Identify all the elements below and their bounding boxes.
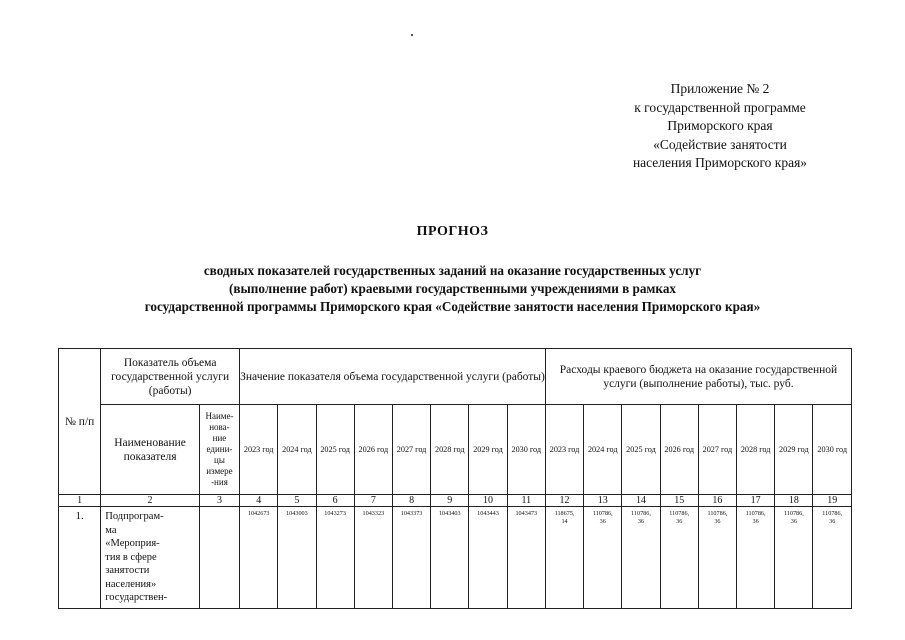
column-number: 9 bbox=[431, 495, 469, 507]
column-number: 12 bbox=[545, 495, 583, 507]
expense-year-header: 2024 год bbox=[584, 405, 622, 495]
expense-year-header: 2030 год bbox=[813, 405, 852, 495]
column-number: 3 bbox=[199, 495, 239, 507]
value-year-header: 2028 год bbox=[431, 405, 469, 495]
column-number: 14 bbox=[622, 495, 660, 507]
column-number: 1 bbox=[59, 495, 101, 507]
column-number: 5 bbox=[278, 495, 316, 507]
row-unit bbox=[199, 507, 239, 609]
column-number: 2 bbox=[101, 495, 200, 507]
value-year-header: 2023 год bbox=[240, 405, 278, 495]
indicator-value-cell: 1043273 bbox=[316, 507, 354, 609]
indicator-value-cell: 1042673 bbox=[240, 507, 278, 609]
column-number: 13 bbox=[584, 495, 622, 507]
appendix-line: «Содействие занятости bbox=[653, 136, 787, 152]
value-year-header: 2029 год bbox=[469, 405, 507, 495]
col-num-header: № п/п bbox=[59, 349, 101, 495]
header-row-years bbox=[59, 405, 852, 495]
value-year-header: 2027 год bbox=[392, 405, 430, 495]
value-year-header: 2024 год bbox=[278, 405, 316, 495]
column-number: 17 bbox=[737, 495, 775, 507]
row-name: Подпрограм- ма «Мероприя- тия в сфере занятости населения» государствен- bbox=[101, 507, 200, 609]
document-title: ПРОГНОЗ bbox=[416, 224, 489, 239]
table-row bbox=[59, 507, 852, 609]
column-number: 8 bbox=[392, 495, 430, 507]
column-number: 11 bbox=[507, 495, 545, 507]
indicator-group-header: Показатель объема государственной услуги (работы) bbox=[101, 349, 240, 405]
expense-value-cell: 110786, 36 bbox=[813, 507, 852, 609]
column-number: 4 bbox=[240, 495, 278, 507]
appendix-line: Приложение № 2 bbox=[670, 81, 770, 96]
expense-value-cell: 118675, 14 bbox=[545, 507, 583, 609]
document-subtitle bbox=[40, 262, 865, 316]
column-number: 18 bbox=[775, 495, 813, 507]
row-number: 1. bbox=[59, 507, 101, 609]
subtitle-line: сводных показателей государственных заданий на оказание государственных услуг bbox=[203, 263, 702, 278]
expense-year-header: 2023 год bbox=[545, 405, 583, 495]
unit-header: Наиме- нова- ние едини- цы измере -ния bbox=[199, 405, 239, 495]
column-number: 7 bbox=[354, 495, 392, 507]
expense-value-cell: 110786, 36 bbox=[737, 507, 775, 609]
appendix-line: населения Приморского края» bbox=[632, 155, 808, 170]
column-number: 6 bbox=[316, 495, 354, 507]
scan-speck bbox=[411, 34, 413, 36]
column-number: 16 bbox=[698, 495, 736, 507]
expense-value-cell: 110786, 36 bbox=[698, 507, 736, 609]
indicator-value-cell: 1043443 bbox=[469, 507, 507, 609]
indicator-value-cell: 1043403 bbox=[431, 507, 469, 609]
expense-year-header: 2025 год bbox=[622, 405, 660, 495]
expense-year-header: 2027 год bbox=[698, 405, 736, 495]
appendix-line: Приморского края bbox=[667, 118, 773, 133]
expense-value-cell: 110786, 36 bbox=[660, 507, 698, 609]
value-year-header: 2026 год bbox=[354, 405, 392, 495]
column-number: 10 bbox=[469, 495, 507, 507]
value-year-header: 2025 год bbox=[316, 405, 354, 495]
forecast-table bbox=[58, 348, 852, 609]
expenses-group-header: Расходы краевого бюджета на оказание государственной услуги (выполнение работы), тыс. руб. bbox=[545, 349, 851, 405]
indicator-value-cell: 1043323 bbox=[354, 507, 392, 609]
expense-year-header: 2028 год bbox=[737, 405, 775, 495]
indicator-value-cell: 1043473 bbox=[507, 507, 545, 609]
header-row-groups bbox=[59, 349, 852, 405]
appendix-line: к государственной программе bbox=[634, 99, 806, 115]
expense-value-cell: 110786, 36 bbox=[775, 507, 813, 609]
expense-value-cell: 110786, 36 bbox=[584, 507, 622, 609]
column-numbers-row bbox=[59, 495, 852, 507]
name-header: Наименование показателя bbox=[101, 405, 200, 495]
values-group-header: Значение показателя объема государственной услуги (работы) bbox=[240, 349, 546, 405]
column-number: 15 bbox=[660, 495, 698, 507]
subtitle-line: (выполнение работ) краевыми государственными учреждениями в рамках bbox=[228, 281, 677, 296]
expense-year-header: 2029 год bbox=[775, 405, 813, 495]
subtitle-line: государственной программы Приморского края «Содействие занятости населения Приморского края» bbox=[144, 299, 761, 314]
value-year-header: 2030 год bbox=[507, 405, 545, 495]
indicator-value-cell: 1043373 bbox=[392, 507, 430, 609]
appendix-note bbox=[600, 80, 840, 173]
indicator-value-cell: 1043003 bbox=[278, 507, 316, 609]
expense-year-header: 2026 год bbox=[660, 405, 698, 495]
column-number: 19 bbox=[813, 495, 852, 507]
expense-value-cell: 110786, 36 bbox=[622, 507, 660, 609]
